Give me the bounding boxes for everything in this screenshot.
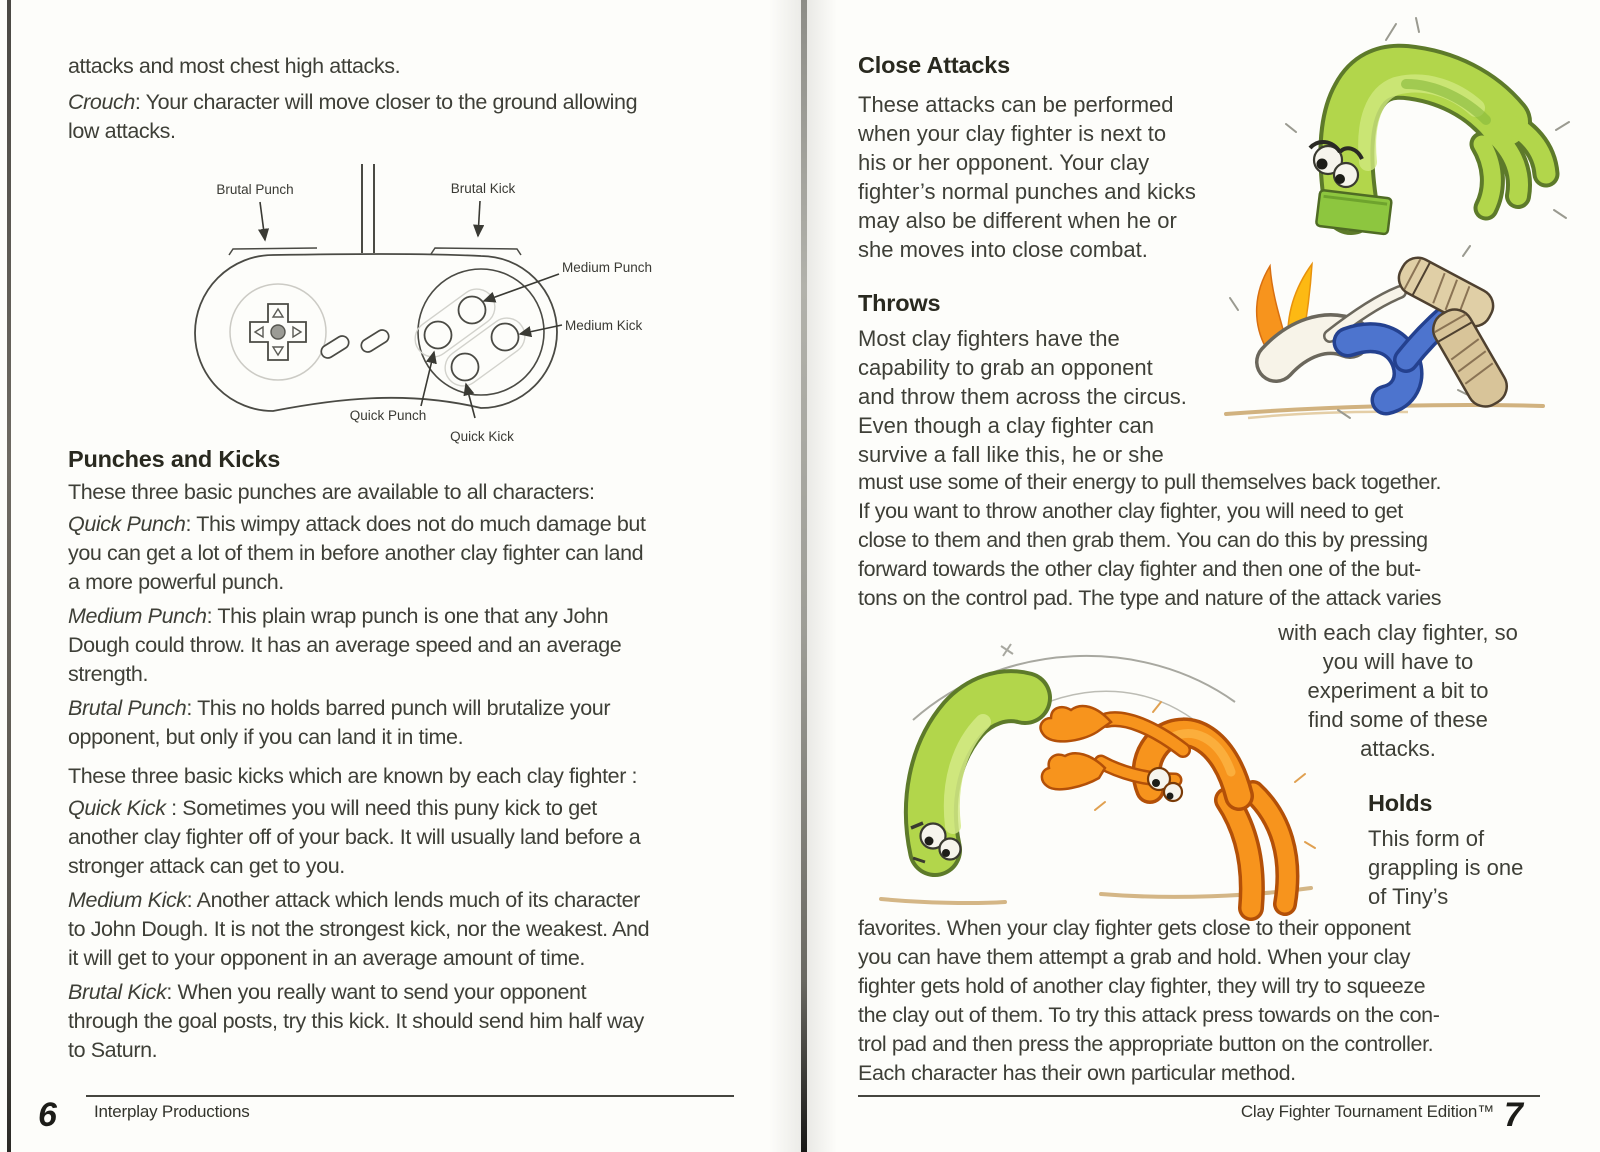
scan-left-edge (7, 0, 11, 1152)
term-quick-kick: Quick Kick (68, 796, 166, 820)
text-line: you can get a lot of them in before another clay fighter can land (68, 541, 644, 565)
text-line: capability to grab an opponent (858, 355, 1153, 380)
dpad-center (271, 325, 285, 339)
term-medium-punch: Medium Punch (68, 604, 207, 628)
text-line: when your clay fighter is next to (858, 121, 1167, 146)
text-line: you will have to (1322, 649, 1474, 674)
text-line: attacks. (1360, 736, 1436, 761)
button-medium-punch (459, 297, 486, 324)
text-line: with each clay fighter, so (1278, 620, 1518, 645)
spine-shadow-left (769, 0, 801, 1152)
text-line: If you want to throw another clay fighter, you will need to get (858, 499, 1403, 523)
hand-lower (1042, 753, 1105, 789)
footer-rule-right (858, 1095, 1540, 1097)
glove-cuff (1316, 190, 1392, 235)
label-quick-punch: Quick Punch (349, 408, 427, 423)
orange-fighter (1041, 706, 1288, 908)
heading-close-attacks: Close Attacks (858, 52, 1010, 78)
text-line: survive a fall like this, he or she (858, 442, 1164, 467)
throw-scene-illustration (853, 622, 1333, 922)
text-line: strength. (68, 662, 149, 686)
paragraph-brutal-punch (68, 694, 768, 752)
term-brutal-punch: Brutal Punch (68, 696, 187, 720)
section-heading-punches-kicks: Punches and Kicks (68, 446, 281, 472)
term-quick-punch: Quick Punch (68, 512, 186, 536)
text-line: favorites. When your clay fighter gets close to their opponent (858, 916, 1411, 940)
paragraph-throws-wide (858, 468, 1578, 613)
shadow-left (881, 899, 1005, 903)
paragraph-crouch (68, 88, 768, 146)
text-line: must use some of their energy to pull themselves back together. (858, 470, 1442, 494)
paragraph-medium-kick (68, 886, 768, 973)
spine-shadow-right (807, 0, 837, 1152)
button-quick-kick (452, 354, 479, 381)
text-line: Dough could throw. It has an average speed and an average (68, 633, 622, 657)
text-line: she moves into close combat. (858, 237, 1148, 262)
label-medium-kick: Medium Kick (565, 318, 643, 333)
text-line: opponent, but only if you can land it in time. (68, 725, 464, 749)
text-line: These three basic kicks which are known by each clay fighter : (68, 764, 638, 788)
text-line: close to them and then grab them. You can do this by pressing (858, 528, 1428, 552)
text-line: Medium Punch: This plain wrap punch is one that any John (68, 604, 609, 628)
footer-rule-left (86, 1095, 734, 1097)
footer-publisher: Interplay Productions (94, 1102, 250, 1121)
text-line: fighter’s normal punches and kicks (858, 179, 1196, 204)
paragraph-medium-punch (68, 602, 768, 689)
footer-title: Clay Fighter Tournament Edition™ (1240, 1102, 1494, 1121)
text-line: tons on the control pad. The type and nature of the attack varies (858, 586, 1442, 610)
text-line: through the goal posts, try this kick. It should send him half way (68, 1009, 644, 1033)
label-brutal-kick: Brutal Kick (450, 181, 516, 196)
text-line: grappling is one (1368, 855, 1524, 880)
text-line: fighter gets hold of another clay fighter, they will try to squeeze (858, 974, 1426, 998)
text-line: Even though a clay fighter can (858, 413, 1154, 438)
text-line: find some of these (1308, 707, 1488, 732)
paragraph-kicks-intro (68, 762, 768, 791)
term-brutal-kick: Brutal Kick (68, 980, 167, 1004)
controller-cable (362, 164, 374, 253)
paragraph-punches-intro (68, 478, 768, 507)
text-line: may also be different when he or (858, 208, 1177, 233)
text-line: Most clay fighters have the (858, 326, 1120, 351)
text-line: another clay fighter off of your back. It will usually land before a (68, 825, 641, 849)
text-line: This form of (1368, 826, 1485, 851)
text-line: low attacks. (68, 119, 176, 143)
text-line: it will get to your opponent in an average amount of time. (68, 946, 586, 970)
text-line: experiment a bit to (1307, 678, 1489, 703)
text-line: the clay out of them. To try this attack press towards on the con- (858, 1003, 1440, 1027)
paragraph-continuation (68, 52, 768, 81)
sneaker-2 (1427, 303, 1514, 413)
paragraph-quick-punch (68, 510, 768, 597)
heading-throws: Throws (858, 290, 941, 316)
paragraph-holds-wide (858, 914, 1578, 1088)
text-line: trol pad and then press the appropriate button on the controller. (858, 1032, 1434, 1056)
paragraph-throws-narrow (858, 324, 1187, 469)
text-line: a more powerful punch. (68, 570, 284, 594)
hand-upper (1041, 706, 1111, 741)
text-line: Brutal Punch: This no holds barred punch will brutalize your (68, 696, 611, 720)
book-spine (801, 0, 807, 1152)
button-quick-punch (425, 322, 452, 349)
text-line: of Tiny’s (1368, 884, 1449, 909)
text-line: Crouch: Your character will move closer to the ground allowing (68, 90, 638, 114)
green-glove-illustration (1256, 12, 1586, 242)
text-line: his or her opponent. Your clay (858, 150, 1150, 175)
controller-diagram (165, 156, 730, 446)
paragraph-quick-kick (68, 794, 768, 881)
page-number-left: 6 (38, 1096, 57, 1134)
fallen-fighter-illustration (1208, 240, 1568, 430)
term-medium-kick: Medium Kick (68, 888, 187, 912)
term-crouch: Crouch (68, 90, 135, 114)
paragraph-holds-narrow (1368, 824, 1523, 911)
label-medium-punch: Medium Punch (562, 260, 653, 275)
text-line: Each character has their own particular method. (858, 1061, 1296, 1085)
text-line: Brutal Kick: When you really want to send your opponent (68, 980, 587, 1004)
text-line: stronger attack can get to you. (68, 854, 345, 878)
text-line: These three basic punches are available to all characters: (68, 480, 595, 504)
label-quick-kick: Quick Kick (450, 429, 514, 444)
text-line: Quick Punch: This wimpy attack does not do much damage but (68, 512, 646, 536)
text-line: you can have them attempt a grab and hold. When your clay (858, 945, 1411, 969)
paragraph-brutal-kick (68, 978, 768, 1065)
button-medium-kick (492, 324, 519, 351)
text-line: forward towards the other clay fighter and then one of the but- (858, 557, 1421, 581)
text-line: Quick Kick : Sometimes you will need this puny kick to get (68, 796, 597, 820)
heading-holds: Holds (1368, 790, 1433, 816)
text-line: These attacks can be performed (858, 92, 1174, 117)
text-line: and throw them across the circus. (858, 384, 1187, 409)
text-line: attacks and most chest high attacks. (68, 54, 401, 78)
text-line: to John Dough. It is not the strongest kick, nor the weakest. And (68, 917, 650, 941)
paragraph-close-attacks (858, 90, 1196, 264)
label-brutal-punch: Brutal Punch (216, 182, 294, 197)
text-line: to Saturn. (68, 1038, 158, 1062)
text-line: Medium Kick: Another attack which lends much of its character (68, 888, 640, 912)
page-number-right: 7 (1504, 1096, 1523, 1134)
